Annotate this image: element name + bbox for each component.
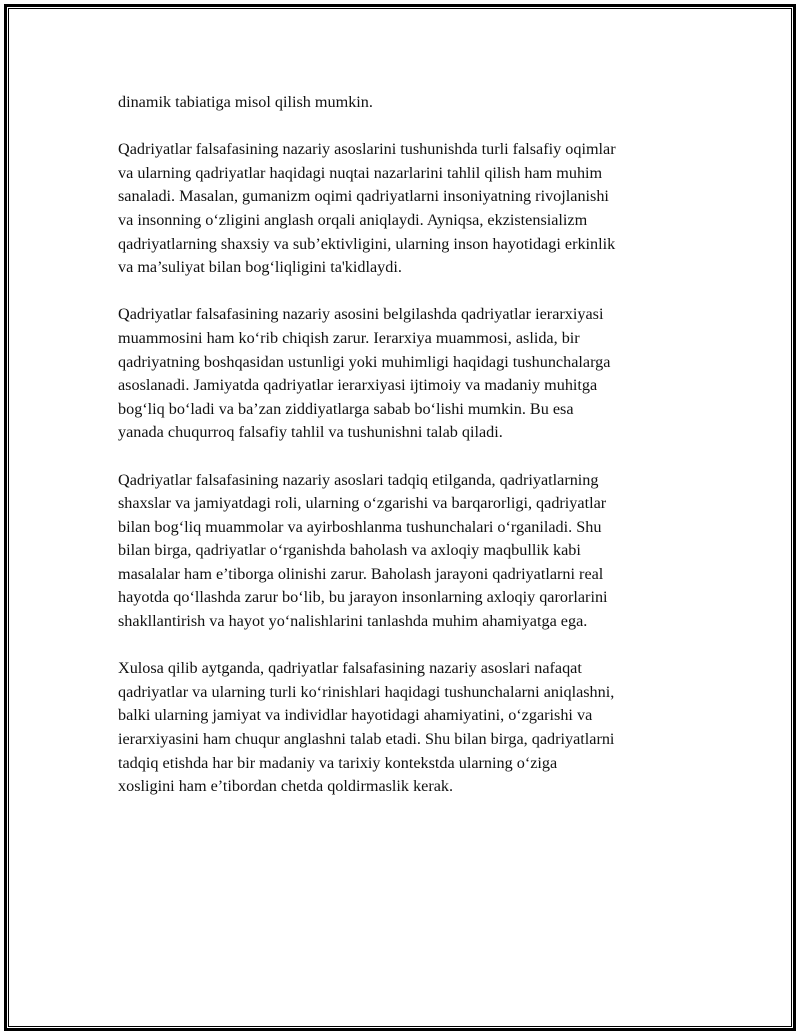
text-line: qadriyatning boshqasidan ustunligi yoki muhimligi haqidagi tushunchalarga [118, 352, 611, 371]
paragraph-1 [118, 91, 688, 115]
text-line: bilan bog‘liq muammolar va ayirboshlanma tushunchalari o‘rganiladi. Shu [118, 517, 602, 536]
text-line: ierarxiyasini ham chuqur anglashni talab etadi. Shu bilan birga, qadriyatlarni [118, 730, 615, 749]
text-line: yanada chuqurroq falsafiy tahlil va tushunishni talab qiladi. [118, 423, 503, 442]
text-line: shaxslar va jamiyatdagi roli, ularning o‘zgarishi va barqarorligi, qadriyatlar [118, 494, 607, 513]
paragraph-4 [118, 469, 688, 634]
text-line: Qadriyatlar falsafasining nazariy asoslari tadqiq etilganda, qadriyatlarning [118, 470, 599, 489]
text-line: qadriyatlarning shaxsiy va sub’ektivligini, ularning inson hayotidagi erkinlik [118, 234, 616, 253]
text-line: bilan birga, qadriyatlar o‘rganishda baholash va axloqiy maqbullik kabi [118, 541, 581, 560]
text-line: Qadriyatlar falsafasining nazariy asoslarini tushunishda turli falsafiy oqimlar [118, 140, 616, 159]
paragraph-2 [118, 138, 688, 280]
text-line: va insonning o‘zligini anglash orqali aniqlaydi. Ayniqsa, ekzistensializm [118, 210, 588, 229]
text-line: Xulosa qilib aytganda, qadriyatlar falsafasining nazariy asoslari nafaqat [118, 659, 582, 678]
text-line: hayotda qo‘llashda zarur bo‘lib, bu jarayon insonlarning axloqiy qarorlarini [118, 588, 608, 607]
text-line: shakllantirish va hayot yo‘nalishlarini tanlashda muhim ahamiyatga ega. [118, 612, 588, 631]
text-line: qadriyatlar va ularning turli ko‘rinishlari haqidagi tushunchalarni aniqlashni, [118, 682, 615, 701]
text-line: dinamik tabiatiga misol qilish mumkin. [118, 93, 373, 111]
paragraph-3 [118, 303, 688, 445]
text-line: sanaladi. Masalan, gumanizm oqimi qadriyatlarni insoniyatning rivojlanishi [118, 187, 609, 206]
document-body [118, 91, 688, 822]
text-line: asoslanadi. Jamiyatda qadriyatlar ierarxiyasi ijtimoiy va madaniy muhitga [118, 376, 598, 395]
text-line: va ma’suliyat bilan bog‘liqligini ta'kidlaydi. [118, 258, 402, 277]
text-line: Qadriyatlar falsafasining nazariy asosini belgilashda qadriyatlar ierarxiyasi [118, 305, 604, 324]
text-line: muammosini ham ko‘rib chiqish zarur. Ierarxiya muammosi, aslida, bir [118, 328, 580, 347]
text-line: masalalar ham e’tiborga olinishi zarur. Baholash jarayoni qadriyatlarni real [118, 564, 604, 583]
text-line: va ularning qadriyatlar haqidagi nuqtai nazarlarini tahlil qilish ham muhim [118, 163, 603, 182]
text-line: tadqiq etishda har bir madaniy va tarixiy kontekstda ularning o‘ziga [118, 753, 558, 772]
text-line: balki ularning jamiyat va individlar hayotidagi ahamiyatini, o‘zgarishi va [118, 706, 593, 725]
paragraph-5 [118, 657, 688, 799]
text-line: xosligini ham e’tibordan chetda qoldirmaslik kerak. [118, 777, 454, 796]
text-line: bog‘liq bo‘ladi va ba’zan ziddiyatlarga sabab bo‘lishi mumkin. Bu esa [118, 399, 574, 418]
